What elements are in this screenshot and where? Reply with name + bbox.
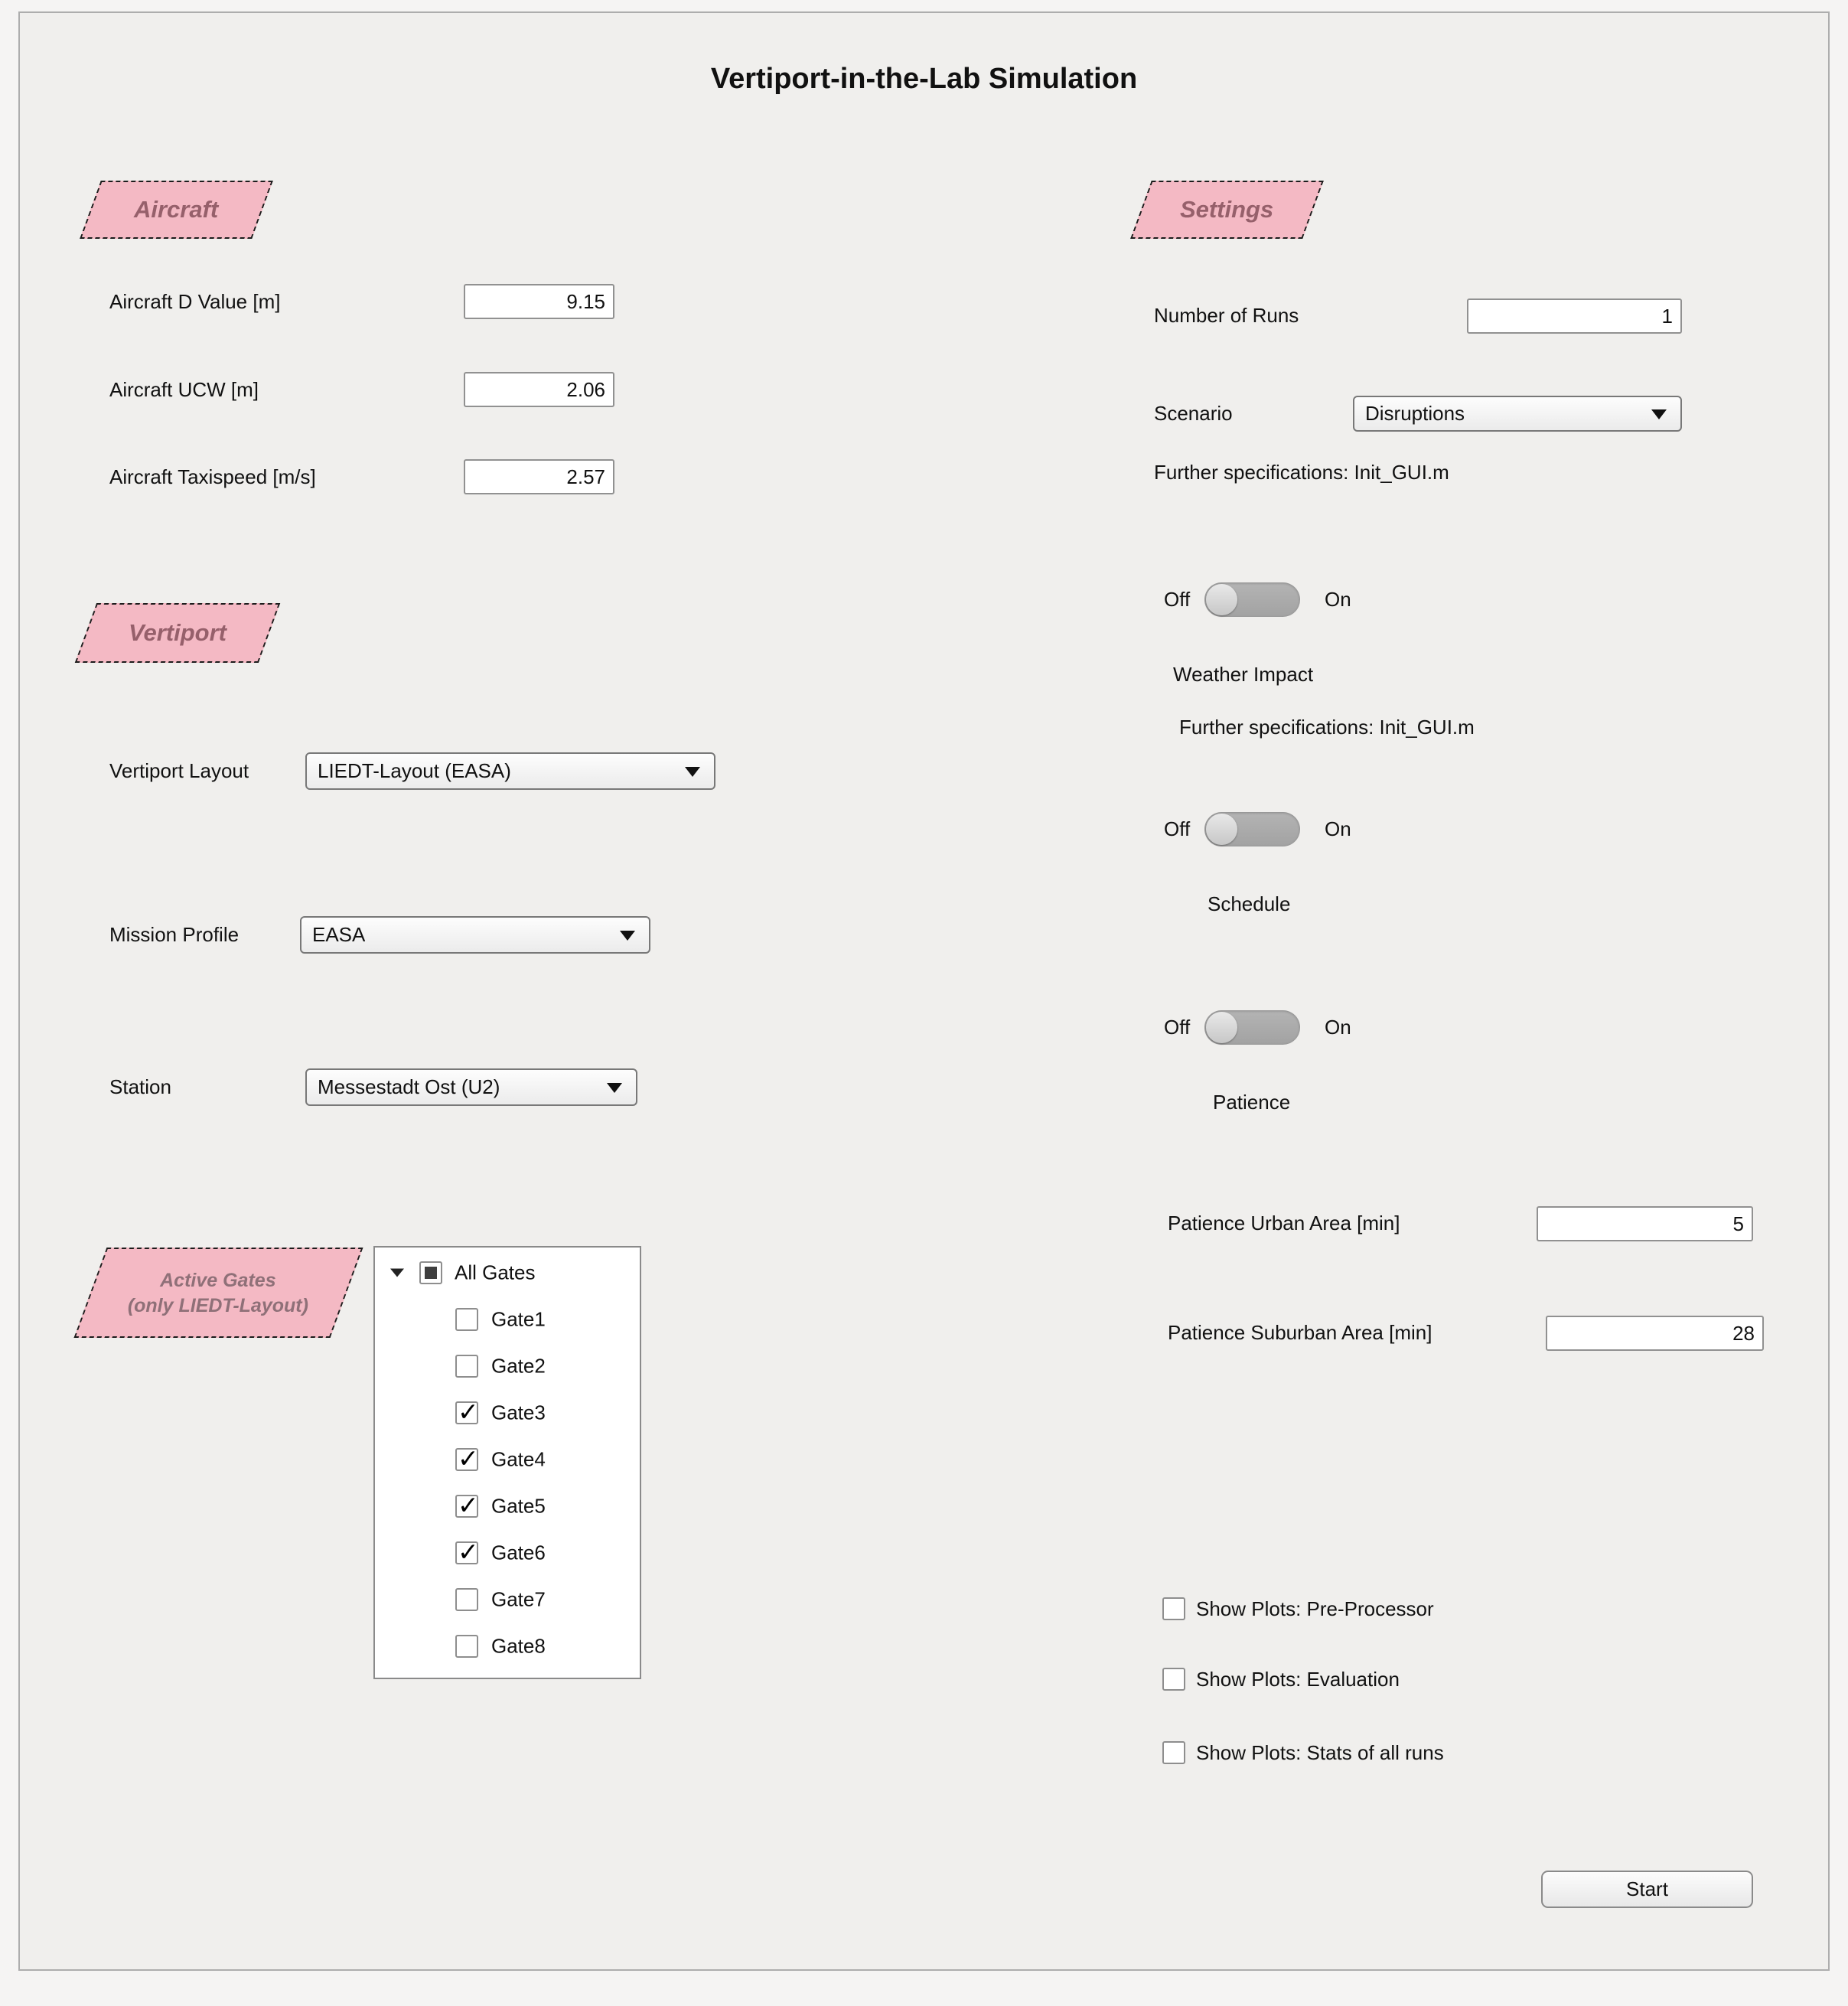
aircraft-ucw-input[interactable]: [464, 372, 614, 407]
number-of-runs-label: Number of Runs: [1154, 304, 1299, 327]
patience-urban-input[interactable]: [1537, 1206, 1753, 1241]
gate2-label: Gate2: [491, 1354, 546, 1377]
patience-toggle-knob: [1206, 1012, 1237, 1043]
tree-item-gate8[interactable]: [375, 1623, 640, 1669]
gate3-checkbox[interactable]: [455, 1401, 478, 1424]
tree-item-gate3[interactable]: [375, 1389, 640, 1436]
schedule-toggle-on-label: On: [1325, 817, 1351, 840]
gate5-label: Gate5: [491, 1494, 546, 1517]
section-tag-vertiport: [75, 603, 280, 663]
station-value: Messestadt Ost (U2): [318, 1075, 500, 1098]
station-dropdown[interactable]: [305, 1068, 637, 1106]
section-tag-aircraft-label: Aircraft: [134, 195, 219, 223]
all-gates-checkbox[interactable]: [419, 1261, 442, 1284]
gate6-checkbox[interactable]: [455, 1541, 478, 1564]
chevron-down-icon: [607, 1083, 622, 1093]
schedule-toggle-knob: [1206, 814, 1237, 845]
aircraft-taxispeed-input[interactable]: [464, 459, 614, 494]
tree-item-gate1[interactable]: [375, 1296, 640, 1342]
aircraft-ucw-label: Aircraft UCW [m]: [109, 378, 259, 401]
gate4-checkbox[interactable]: [455, 1448, 478, 1471]
scenario-label: Scenario: [1154, 402, 1233, 425]
aircraft-taxispeed-label: Aircraft Taxispeed [m/s]: [109, 465, 316, 488]
weather-impact-toggle-knob: [1206, 584, 1237, 615]
show-plots-evaluation-checkbox[interactable]: [1162, 1668, 1185, 1691]
scenario-note: Further specifications: Init_GUI.m: [1154, 461, 1449, 484]
scenario-dropdown[interactable]: [1353, 396, 1682, 432]
section-tag-settings-label: Settings: [1180, 195, 1274, 223]
section-tag-active-gates-label: [128, 1268, 308, 1318]
tree-item-gate5[interactable]: [375, 1482, 640, 1529]
tree-item-gate4[interactable]: [375, 1436, 640, 1482]
tree-item-gate7[interactable]: [375, 1576, 640, 1623]
gate1-checkbox[interactable]: [455, 1308, 478, 1331]
section-tag-active-gates: [74, 1248, 363, 1338]
schedule-label: Schedule: [1208, 892, 1291, 915]
show-plots-preprocessor-label: Show Plots: Pre-Processor: [1196, 1597, 1434, 1620]
gate1-label: Gate1: [491, 1307, 546, 1330]
collapse-arrow-icon[interactable]: [390, 1268, 404, 1277]
show-plots-stats-checkbox[interactable]: [1162, 1741, 1185, 1764]
station-label: Station: [109, 1075, 171, 1098]
page-title: Vertiport-in-the-Lab Simulation: [710, 63, 1138, 95]
weather-impact-note: Further specifications: Init_GUI.m: [1179, 716, 1475, 739]
patience-toggle[interactable]: [1204, 1010, 1300, 1045]
number-of-runs-input[interactable]: [1467, 298, 1682, 334]
patience-toggle-off-label: Off: [1164, 1016, 1191, 1039]
show-plots-preprocessor-checkbox[interactable]: [1162, 1597, 1185, 1620]
show-plots-evaluation-label: Show Plots: Evaluation: [1196, 1668, 1400, 1691]
patience-toggle-on-label: On: [1325, 1016, 1351, 1039]
patience-urban-label: Patience Urban Area [min]: [1168, 1212, 1400, 1235]
schedule-toggle-off-label: Off: [1164, 817, 1191, 840]
active-gates-tree: [373, 1246, 641, 1679]
gate6-label: Gate6: [491, 1541, 546, 1564]
start-button[interactable]: Start: [1541, 1871, 1753, 1908]
active-gates-label-line2: (only LIEDT-Layout): [128, 1294, 309, 1316]
patience-label: Patience: [1213, 1091, 1291, 1114]
mission-profile-dropdown[interactable]: [300, 916, 650, 954]
active-gates-label-line1: Active Gates: [160, 1269, 277, 1291]
tree-item-gate2[interactable]: [375, 1342, 640, 1389]
mission-profile-label: Mission Profile: [109, 923, 240, 946]
scenario-value: Disruptions: [1365, 402, 1465, 425]
show-plots-stats-label: Show Plots: Stats of all runs: [1196, 1741, 1444, 1764]
gate4-label: Gate4: [491, 1447, 546, 1470]
aircraft-d-value-label: Aircraft D Value [m]: [109, 290, 281, 313]
mission-profile-value: EASA: [312, 923, 366, 946]
weather-toggle-on-label: On: [1325, 588, 1351, 611]
chevron-down-icon: [685, 767, 700, 777]
chevron-down-icon: [620, 931, 635, 941]
gate8-checkbox[interactable]: [455, 1635, 478, 1658]
section-tag-settings: [1130, 181, 1324, 239]
vertiport-layout-label: Vertiport Layout: [109, 759, 249, 782]
gate8-label: Gate8: [491, 1634, 546, 1657]
gate2-checkbox[interactable]: [455, 1355, 478, 1378]
weather-impact-label: Weather Impact: [1173, 663, 1314, 686]
gate5-checkbox[interactable]: [455, 1495, 478, 1518]
gate7-label: Gate7: [491, 1587, 546, 1610]
aircraft-d-value-input[interactable]: [464, 284, 614, 319]
vertiport-layout-value: LIEDT-Layout (EASA): [318, 759, 511, 782]
weather-toggle-off-label: Off: [1164, 588, 1191, 611]
schedule-toggle[interactable]: [1204, 812, 1300, 846]
gate7-checkbox[interactable]: [455, 1588, 478, 1611]
vertiport-layout-dropdown[interactable]: [305, 752, 715, 790]
patience-suburban-label: Patience Suburban Area [min]: [1168, 1321, 1432, 1344]
weather-impact-toggle[interactable]: [1204, 582, 1300, 617]
patience-suburban-input[interactable]: [1546, 1316, 1764, 1351]
chevron-down-icon: [1651, 409, 1667, 419]
gate3-label: Gate3: [491, 1401, 546, 1424]
tree-item-gate6[interactable]: [375, 1529, 640, 1576]
section-tag-vertiport-label: Vertiport: [128, 618, 227, 646]
tree-item-all-gates[interactable]: [375, 1249, 640, 1296]
section-tag-aircraft: [80, 181, 273, 239]
all-gates-label: All Gates: [455, 1261, 536, 1284]
